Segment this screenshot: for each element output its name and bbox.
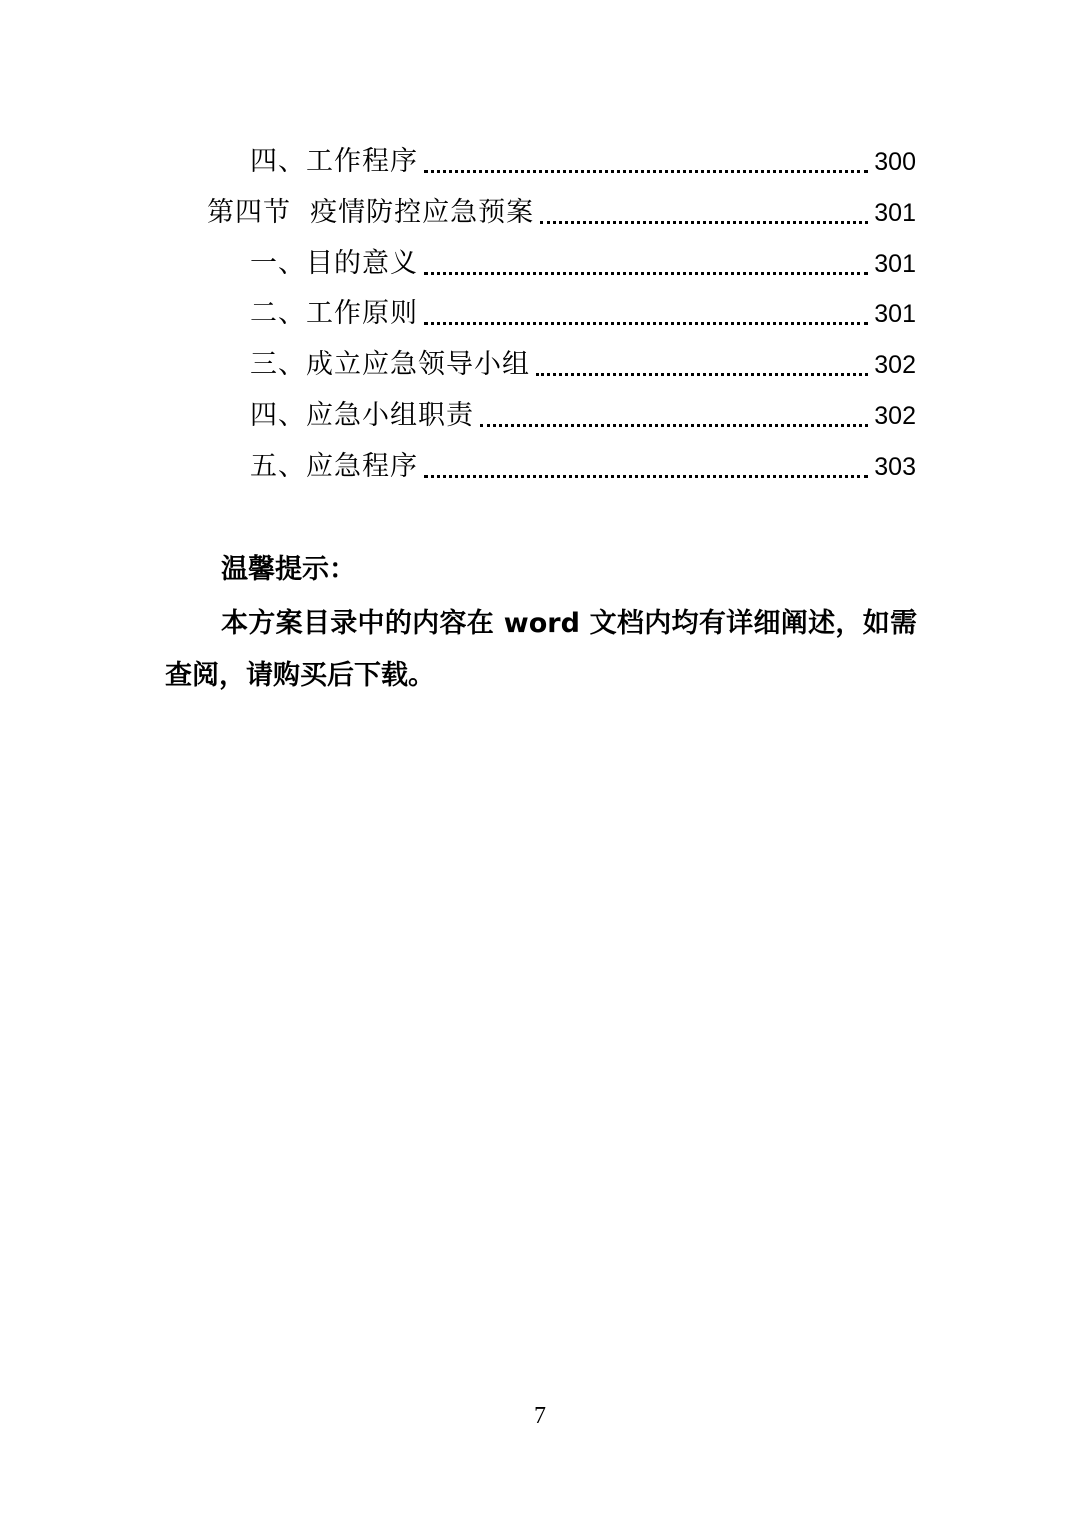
toc-leader-dots (480, 424, 868, 427)
toc-entry-label: 四、应急小组职责 (250, 400, 474, 431)
toc-entry-label: 第四节 疫情防控应急预案 (207, 197, 535, 228)
toc-leader-dots (540, 221, 868, 224)
toc-entry-label: 一、目的意义 (250, 248, 418, 279)
toc-entry[interactable] (250, 394, 916, 438)
notice-title: 温馨提示： (221, 554, 356, 585)
toc-entry-label: 四、工作程序 (250, 146, 418, 177)
page-number: 7 (534, 1403, 546, 1429)
notice-body: 本方案目录中的内容在 word 文档内均有详细阐述，如需查阅，请购买后下载。 (165, 608, 917, 691)
toc-entry[interactable] (250, 140, 916, 184)
toc-entry-page: 301 (874, 199, 916, 227)
toc-leader-dots (424, 475, 868, 478)
toc-entry-page: 302 (874, 402, 916, 430)
toc-entry-label: 二、工作原则 (250, 298, 418, 329)
toc-entry[interactable] (250, 445, 916, 489)
toc-entry[interactable] (207, 191, 916, 235)
toc-entry[interactable] (250, 242, 916, 286)
toc-leader-dots (424, 322, 868, 325)
toc-leader-dots (536, 373, 868, 376)
toc-entry-page: 301 (874, 250, 916, 278)
toc-leader-dots (424, 272, 868, 275)
toc-entry-page: 300 (874, 148, 916, 176)
toc-entry-page: 301 (874, 300, 916, 328)
toc-entry[interactable] (250, 343, 916, 387)
toc-entry-page: 303 (874, 453, 916, 481)
toc-entry[interactable] (250, 292, 916, 336)
toc-entry-page: 302 (874, 351, 916, 379)
toc-entry-label: 五、应急程序 (250, 451, 418, 482)
toc-leader-dots (424, 170, 868, 173)
toc-entry-label: 三、成立应急领导小组 (250, 349, 530, 380)
